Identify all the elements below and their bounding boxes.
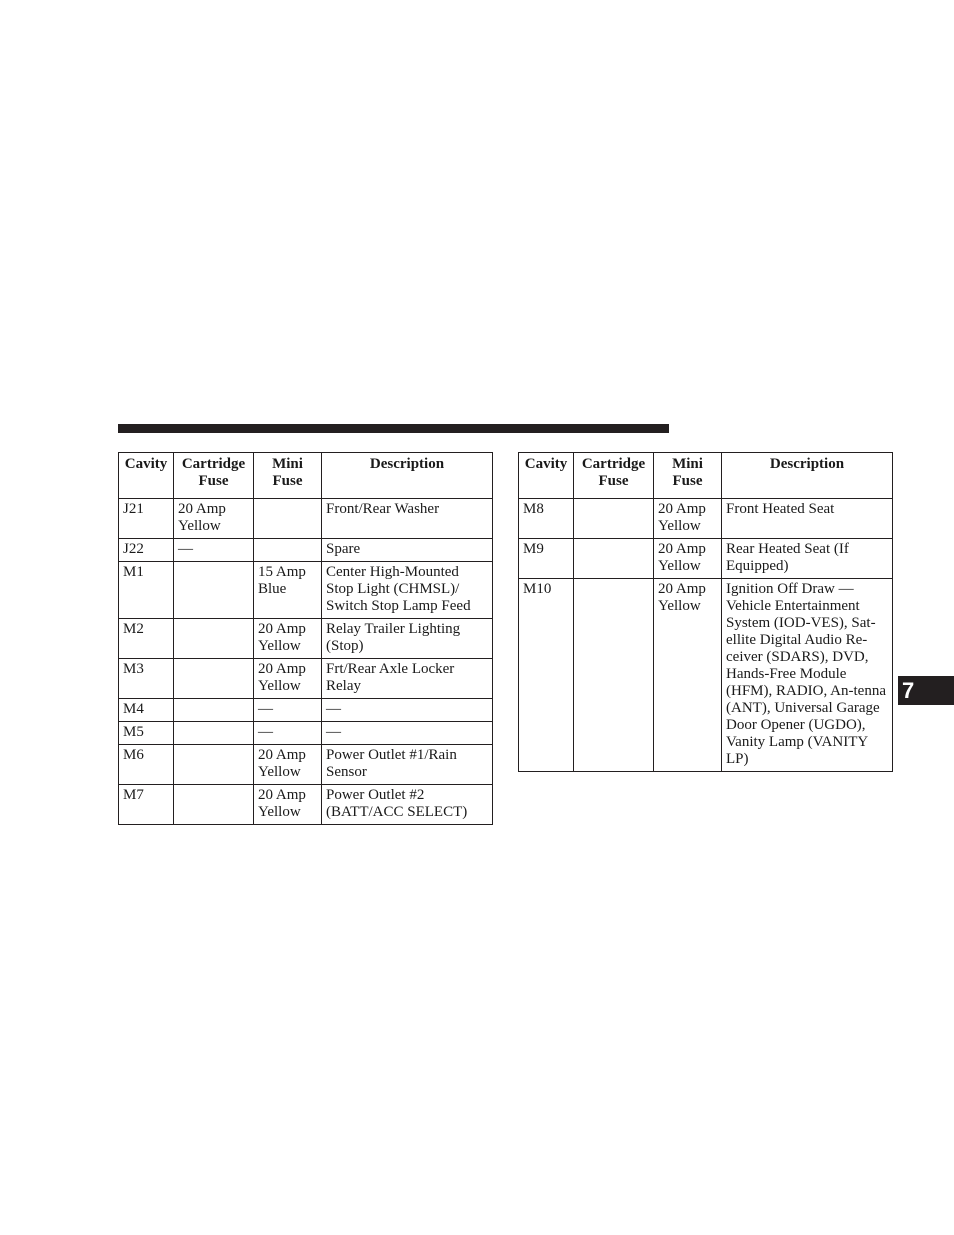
table-row <box>119 619 493 659</box>
cell-description: Front Heated Seat <box>722 499 893 539</box>
cell-description: Ignition Off Draw — Vehicle Entertainment System (IOD-VES), Sat-ellite Digital Audio Re-ceiver (SDARS), DVD, Hands-Free Module (HFM), RADIO, An-tenna (ANT), Universal Garage Door Opener (UGDO), Vanity Lamp (VANITY LP) <box>722 579 893 772</box>
cell-cartridge-fuse <box>574 499 654 539</box>
header-description: Description <box>322 453 493 499</box>
cell-mini-fuse: 20 Amp Yellow <box>254 659 322 699</box>
cell-mini-fuse: 20 Amp Yellow <box>254 619 322 659</box>
table-row <box>519 499 893 539</box>
fuse-table-right <box>518 452 893 772</box>
table-row <box>119 562 493 619</box>
cell-cartridge-fuse <box>174 699 254 722</box>
cell-cavity: M1 <box>119 562 174 619</box>
cell-mini-fuse <box>254 539 322 562</box>
cell-mini-fuse: — <box>254 722 322 745</box>
cell-description: — <box>322 722 493 745</box>
table-row <box>519 539 893 579</box>
header-cavity: Cavity <box>119 453 174 499</box>
cell-mini-fuse: 20 Amp Yellow <box>654 579 722 772</box>
cell-cavity: M7 <box>119 785 174 825</box>
header-cartridge-fuse: Cartridge Fuse <box>174 453 254 499</box>
cell-cavity: M6 <box>119 745 174 785</box>
table-row <box>119 699 493 722</box>
cell-cavity: M2 <box>119 619 174 659</box>
header-cartridge-fuse: Cartridge Fuse <box>574 453 654 499</box>
cell-mini-fuse <box>254 499 322 539</box>
cell-cartridge-fuse <box>174 659 254 699</box>
cell-cavity: M9 <box>519 539 574 579</box>
cell-cartridge-fuse <box>174 722 254 745</box>
table-row <box>119 499 493 539</box>
cell-cartridge-fuse: — <box>174 539 254 562</box>
cell-cavity: J22 <box>119 539 174 562</box>
cell-description: Frt/Rear Axle Locker Relay <box>322 659 493 699</box>
table-row <box>119 539 493 562</box>
cell-mini-fuse: 20 Amp Yellow <box>254 785 322 825</box>
cell-cartridge-fuse <box>174 562 254 619</box>
table-row <box>119 785 493 825</box>
header-cavity: Cavity <box>519 453 574 499</box>
cell-mini-fuse: — <box>254 699 322 722</box>
cell-cavity: M4 <box>119 699 174 722</box>
cell-cavity: J21 <box>119 499 174 539</box>
table-row <box>119 659 493 699</box>
cell-cartridge-fuse <box>174 745 254 785</box>
cell-description: Rear Heated Seat (If Equipped) <box>722 539 893 579</box>
cell-mini-fuse: 20 Amp Yellow <box>654 539 722 579</box>
table-row <box>519 579 893 772</box>
cell-cavity: M3 <box>119 659 174 699</box>
header-row <box>519 453 893 499</box>
cell-description: Power Outlet #2 (BATT/ACC SELECT) <box>322 785 493 825</box>
chapter-tab: 7 <box>898 676 954 705</box>
fuse-table-left <box>118 452 493 825</box>
table-row <box>119 745 493 785</box>
cell-description: Center High-Mounted Stop Light (CHMSL)/ Switch Stop Lamp Feed <box>322 562 493 619</box>
cell-description: Power Outlet #1/Rain Sensor <box>322 745 493 785</box>
cell-mini-fuse: 20 Amp Yellow <box>654 499 722 539</box>
header-mini-fuse: Mini Fuse <box>254 453 322 499</box>
cell-cavity: M5 <box>119 722 174 745</box>
cell-cartridge-fuse: 20 Amp Yellow <box>174 499 254 539</box>
cell-cartridge-fuse <box>174 619 254 659</box>
cell-cartridge-fuse <box>574 579 654 772</box>
section-divider-bar <box>118 424 669 433</box>
table-row <box>119 722 493 745</box>
cell-mini-fuse: 15 Amp Blue <box>254 562 322 619</box>
cell-description: Relay Trailer Lighting (Stop) <box>322 619 493 659</box>
cell-description: — <box>322 699 493 722</box>
header-row <box>119 453 493 499</box>
cell-description: Spare <box>322 539 493 562</box>
cell-description: Front/Rear Washer <box>322 499 493 539</box>
cell-mini-fuse: 20 Amp Yellow <box>254 745 322 785</box>
cell-cavity: M10 <box>519 579 574 772</box>
cell-cavity: M8 <box>519 499 574 539</box>
header-description: Description <box>722 453 893 499</box>
cell-cartridge-fuse <box>574 539 654 579</box>
cell-cartridge-fuse <box>174 785 254 825</box>
header-mini-fuse: Mini Fuse <box>654 453 722 499</box>
